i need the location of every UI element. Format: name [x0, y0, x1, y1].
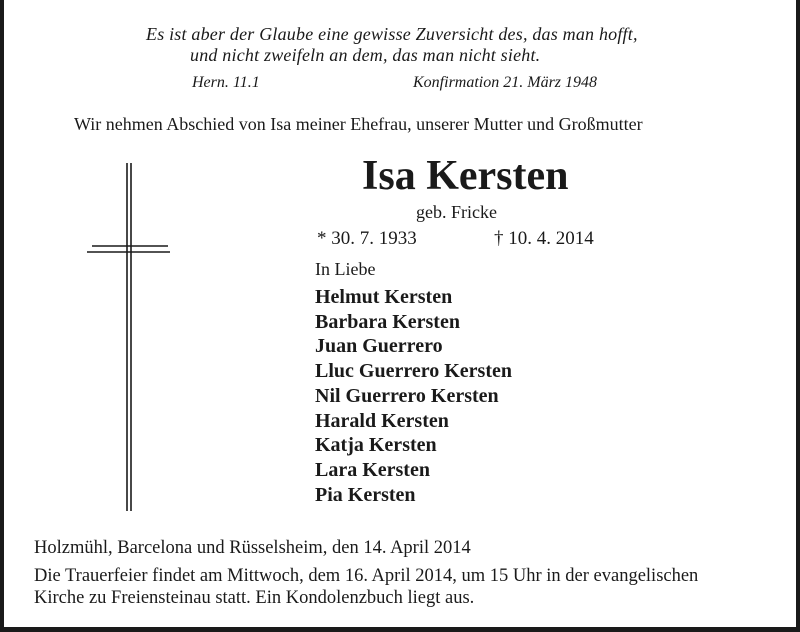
verse-line-1: Es ist aber der Glaube eine gewisse Zuversicht des, das man hofft,	[146, 24, 638, 44]
mourner-name: Lluc Guerrero Kersten	[315, 360, 512, 383]
mourner-name: Katja Kersten	[315, 434, 437, 457]
place-date: Holzmühl, Barcelona und Rüsselsheim, den 14. April 2014	[34, 538, 471, 558]
mourner-name: Helmut Kersten	[315, 286, 453, 308]
mourners-list	[315, 285, 512, 507]
mourner-name: Lara Kersten	[315, 458, 430, 481]
mourner-name: Juan Guerrero	[315, 335, 443, 358]
farewell-intro: Wir nehmen Abschied von Isa meiner Ehefrau, unserer Mutter und Großmutter	[74, 114, 643, 134]
death-date: † 10. 4. 2014	[494, 228, 594, 249]
mourner-name: Harald Kersten	[315, 409, 449, 432]
funeral-info-line-2: Kirche zu Freiensteinau statt. Ein Kondolenzbuch liegt aus.	[34, 588, 475, 608]
born-name: geb. Fricke	[416, 202, 497, 222]
mourner-name: Pia Kersten	[315, 483, 416, 506]
verse-line-2: und nicht zweifeln an dem, das man nicht sieht.	[190, 45, 541, 65]
in-love-label: In Liebe	[315, 259, 376, 279]
birth-date: * 30. 7. 1933	[317, 228, 417, 249]
deceased-name: Isa Kersten	[362, 153, 569, 199]
mourner-name: Nil Guerrero Kersten	[315, 384, 499, 407]
verse-reference: Hern. 11.1	[192, 74, 260, 91]
confirmation-date: Konfirmation 21. März 1948	[413, 74, 598, 91]
mourner-name: Barbara Kersten	[315, 310, 460, 333]
cross-icon	[84, 163, 174, 513]
funeral-info-line-1: Die Trauerfeier findet am Mittwoch, dem 16. April 2014, um 15 Uhr in der evangelischen	[34, 566, 699, 586]
